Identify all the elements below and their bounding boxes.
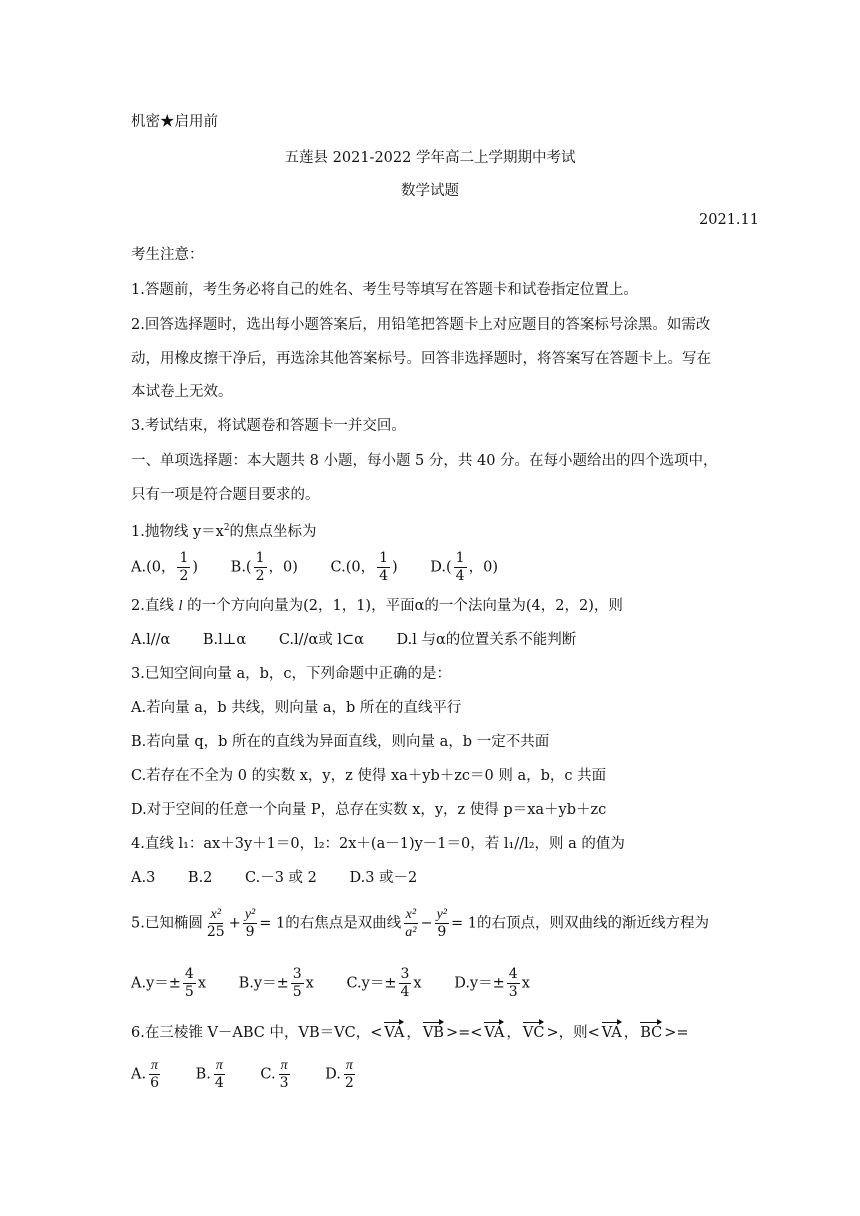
section-heading-line-1: 一、单项选择题：本大题共 8 小题，每小题 5 分，共 40 分。在每小题给出的四个选项中， bbox=[131, 453, 718, 469]
section-heading-line-2: 只有一项是符合题目要求的。 bbox=[131, 487, 320, 503]
option-d: D.3 或－2 bbox=[349, 870, 418, 886]
option-b: B. $\frac{\pi}{4}$ bbox=[195, 1058, 224, 1091]
question-5-options bbox=[131, 966, 558, 1001]
question-4-stem: 4.直线 l₁：ax＋3y＋1＝0，l₂：2x＋(a－1)y－1＝0，若 l₁//l₂，则 a 的值为 bbox=[131, 836, 625, 852]
subject-title: 数学试题 bbox=[401, 183, 459, 199]
question-6-stem: 6.在三棱锥 V－ABC 中，VB＝VC，< VA ， VB >=< VA ， VC >，则< VA ， BC >= bbox=[131, 1021, 689, 1042]
option-b: B.2 bbox=[187, 870, 213, 886]
option-a: A. $\frac{\pi}{6}$ bbox=[131, 1058, 160, 1091]
notice-item-3: 3.考试结束，将试题卷和答题卡一并交回。 bbox=[131, 418, 406, 434]
notice-item-2-line-2: 动，用橡皮擦干净后，再选涂其他答案标号。回答非选择题时，将答案写在答题卡上。写在 bbox=[131, 351, 711, 367]
secret-label: 机密★启用前 bbox=[131, 114, 218, 130]
question-5-stem: 5.已知椭圆 $\frac{\text{x²}}{25}$ + $\frac{\text{y²}}{9}$ = 1的右焦点是双曲线 $\frac{\text{x²}}{\text{a²}}$ − $\frac{\text{y²}}{9}$ = 1的右顶点，则双曲线的渐近线方程为 bbox=[131, 907, 709, 940]
option-d: D.( $\frac{1}{4}$ ，0) bbox=[430, 550, 498, 584]
option-d: D. $\frac{\pi}{2}$ bbox=[325, 1058, 354, 1091]
question-2-options bbox=[131, 631, 604, 649]
option-a: A.(0， $\frac{1}{2}$ ) bbox=[131, 550, 199, 584]
question-3-option-a: A.若向量 a，b 共线，则向量 a，b 所在的直线平行 bbox=[131, 700, 462, 716]
option-c: C.y＝± $\frac{3}{4}$ x bbox=[346, 966, 422, 1000]
exam-title: 五莲县 2021-2022 学年高二上学期期中考试 bbox=[284, 150, 576, 166]
question-2-stem: 2.直线 l 的一个方向向量为(2，1，1)，平面α的一个法向量为(4，2，2)，则 bbox=[131, 598, 623, 614]
notice-item-2-line-1: 2.回答选择题时，选出每小题答案后，用铅笔把答题卡上对应题目的答案标号涂黑。如需改 bbox=[131, 317, 711, 333]
notice-item-2-line-3: 本试卷上无效。 bbox=[131, 384, 233, 400]
notice-item-1: 1.答题前，考生务必将自己的姓名、考生号等填写在答题卡和试卷指定位置上。 bbox=[131, 282, 638, 298]
question-3-option-d: D.对于空间的任意一个向量 P，总存在实数 x，y，z 使得 p＝xa＋yb＋zc bbox=[131, 802, 607, 818]
question-3-option-c: C.若存在不全为 0 的实数 x，y，z 使得 xa＋yb＋zc＝0 则 a，b，c 共面 bbox=[131, 768, 607, 784]
question-1-options bbox=[131, 550, 526, 585]
option-c: C.l//α或 l⊂α bbox=[278, 632, 364, 648]
exam-date: 2021.11 bbox=[699, 212, 759, 228]
question-3-stem: 3.已知空间向量 a，b，c，下列命题中正确的是： bbox=[131, 666, 451, 682]
option-a: A.l//α bbox=[131, 632, 171, 648]
option-d: D.l 与α的位置关系不能判断 bbox=[396, 632, 577, 648]
option-c: C.(0， $\frac{1}{4}$ ) bbox=[330, 550, 398, 584]
option-c: C. $\frac{\pi}{3}$ bbox=[260, 1058, 289, 1091]
option-c: C.－3 或 2 bbox=[245, 870, 317, 886]
option-a: A.3 bbox=[131, 870, 156, 886]
question-6-options bbox=[131, 1057, 386, 1092]
option-b: B.( $\frac{1}{2}$ ，0) bbox=[230, 550, 298, 584]
question-4-options bbox=[131, 869, 445, 887]
option-a: A.y＝± $\frac{4}{5}$ x bbox=[131, 966, 207, 1000]
option-b: B.y＝± $\frac{3}{5}$ x bbox=[238, 966, 314, 1000]
question-3-option-b: B.若向量 q，b 所在的直线为异面直线，则向量 a，b 一定不共面 bbox=[131, 734, 550, 750]
option-b: B.l⊥α bbox=[202, 632, 247, 648]
notice-heading: 考生注意： bbox=[131, 247, 204, 263]
option-d: D.y＝± $\frac{4}{3}$ x bbox=[454, 966, 530, 1000]
question-1-stem: 1.抛物线 $y=x^2$的焦点坐标为 bbox=[131, 523, 317, 540]
